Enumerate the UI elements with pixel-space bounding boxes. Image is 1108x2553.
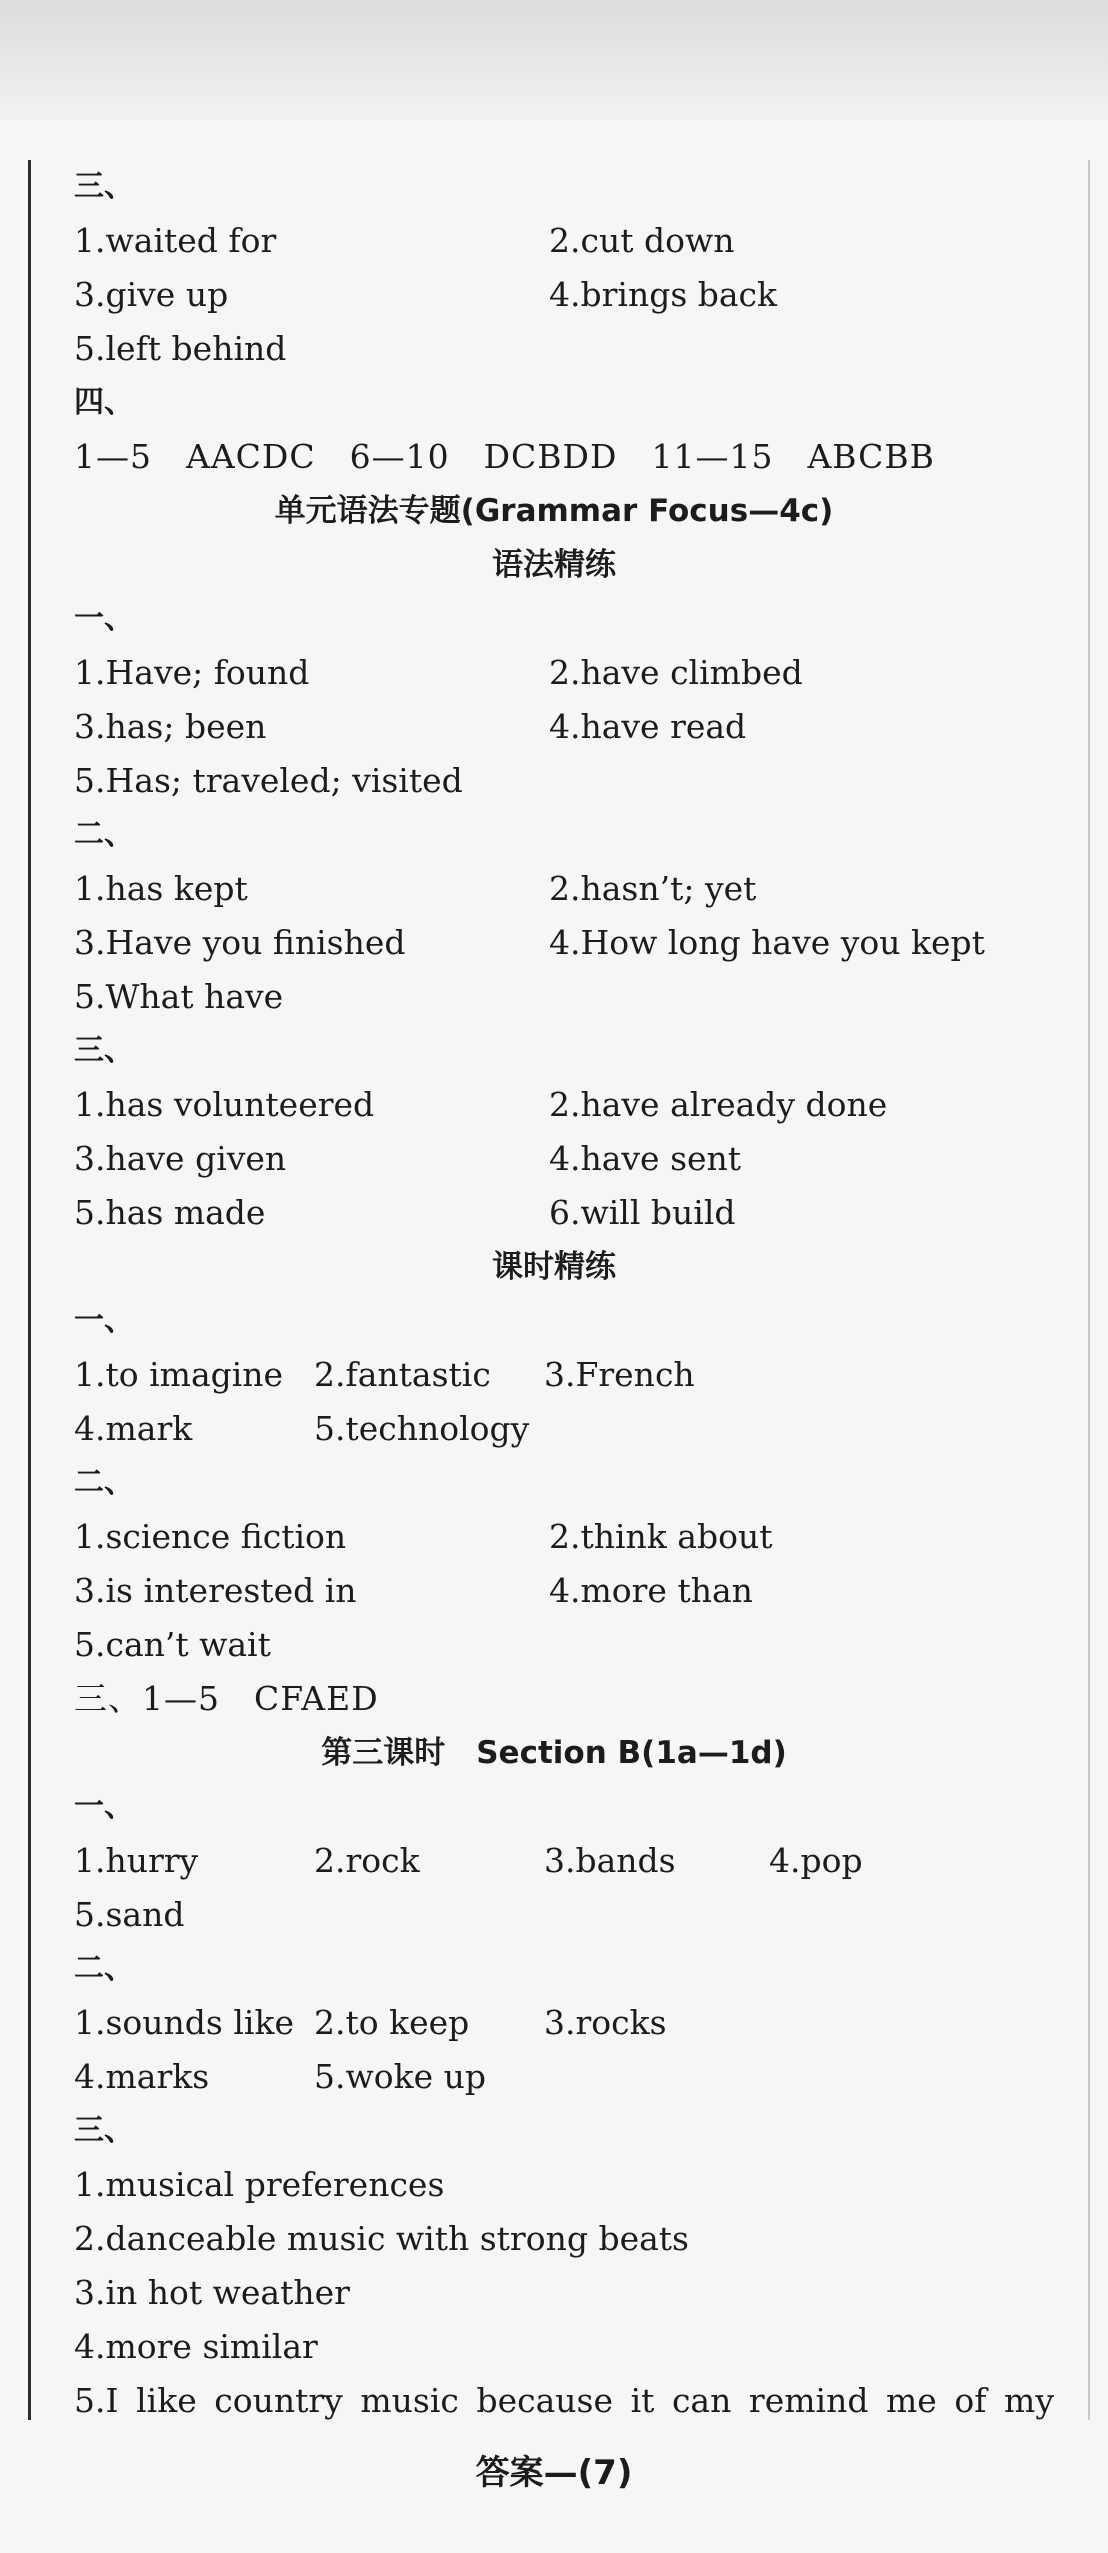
page-footer: 答案—(7) bbox=[475, 2453, 633, 2493]
answer-row bbox=[74, 322, 1074, 376]
answer-item: 3.bands bbox=[544, 1841, 676, 1880]
answer-item: 2.think about bbox=[549, 1517, 773, 1556]
answer-item: 4.marks bbox=[74, 2057, 210, 2096]
section-heading: 四、 bbox=[74, 385, 134, 420]
answer-row bbox=[74, 970, 1074, 1024]
answer-item: 4.brings back bbox=[549, 275, 778, 314]
answer-row bbox=[74, 268, 1074, 322]
answer-row bbox=[74, 1348, 1074, 1402]
answer-item: 5.can’t wait bbox=[74, 1625, 271, 1664]
answer-item: 1.Have; found bbox=[74, 653, 310, 692]
answer-item: 3.has; been bbox=[74, 707, 267, 746]
answer-item: 5.Has; traveled; visited bbox=[74, 761, 463, 800]
answer-row bbox=[74, 214, 1074, 268]
answer-item: 2.hasn’t; yet bbox=[549, 869, 757, 908]
answer-item: 3.have given bbox=[74, 1139, 287, 1178]
answer-item: 5.technology bbox=[314, 1409, 530, 1448]
answer-item: 1.has volunteered bbox=[74, 1085, 375, 1124]
section-heading: 一、 bbox=[74, 601, 134, 636]
answer-row bbox=[74, 646, 1074, 700]
answer-row bbox=[74, 1078, 1074, 1132]
answer-item: 1.to imagine bbox=[74, 1355, 284, 1394]
choice-answers: 三、1—5 CFAED bbox=[74, 1679, 379, 1718]
answer-row bbox=[74, 1618, 1074, 1672]
right-margin-rule bbox=[1088, 160, 1090, 2420]
answer-item: 4.have read bbox=[549, 707, 747, 746]
answer-item: 3.give up bbox=[74, 275, 229, 314]
grammar-practice-subtitle: 语法精练 bbox=[492, 547, 616, 583]
answer-item: 4.more than bbox=[549, 1571, 753, 1610]
answer-item: 4.How long have you kept bbox=[549, 923, 985, 962]
answer-row bbox=[74, 1888, 1074, 1942]
answer-line: 2.danceable music with strong beats bbox=[74, 2219, 689, 2258]
answer-item: 4.pop bbox=[769, 1841, 863, 1880]
answer-item: 2.to keep bbox=[314, 2003, 470, 2042]
answer-item: 5.woke up bbox=[314, 2057, 486, 2096]
answer-row bbox=[74, 916, 1074, 970]
page-top-shadow bbox=[0, 0, 1108, 120]
section-heading: 一、 bbox=[74, 1789, 134, 1824]
section-heading: 二、 bbox=[74, 1465, 134, 1500]
answer-row bbox=[74, 1996, 1074, 2050]
answer-item: 1.waited for bbox=[74, 221, 277, 260]
answer-row bbox=[74, 1564, 1074, 1618]
answer-item: 3.French bbox=[544, 1355, 695, 1394]
answer-item: 3.rocks bbox=[544, 2003, 667, 2042]
answer-item: 3.Have you finished bbox=[74, 923, 406, 962]
answer-item: 6.will build bbox=[549, 1193, 736, 1232]
answer-item: 1.hurry bbox=[74, 1841, 199, 1880]
section-heading: 二、 bbox=[74, 1951, 134, 1986]
answer-item: 5.has made bbox=[74, 1193, 266, 1232]
section-heading: 三、 bbox=[74, 2113, 134, 2148]
answer-row bbox=[74, 862, 1074, 916]
answer-item: 5.left behind bbox=[74, 329, 287, 368]
section-heading: 三、 bbox=[74, 169, 134, 204]
answer-row bbox=[74, 1402, 1074, 1456]
answer-item: 2.rock bbox=[314, 1841, 420, 1880]
answer-row bbox=[74, 754, 1074, 808]
answer-line: 3.in hot weather bbox=[74, 2273, 350, 2312]
section-heading: 一、 bbox=[74, 1303, 134, 1338]
section-b-title: 第三课时 Section B(1a—1d) bbox=[321, 1735, 787, 1771]
answer-row bbox=[74, 700, 1074, 754]
answer-row bbox=[74, 2050, 1074, 2104]
choice-answers: 1—5 AACDC 6—10 DCBDD 11—15 ABCBB bbox=[74, 437, 935, 476]
answer-line: 1.musical preferences bbox=[74, 2165, 445, 2204]
answer-item: 5.sand bbox=[74, 1895, 185, 1934]
answer-row bbox=[74, 1834, 1074, 1888]
answer-row bbox=[74, 1186, 1074, 1240]
answer-item: 1.has kept bbox=[74, 869, 248, 908]
left-margin-rule bbox=[28, 160, 31, 2420]
section-heading: 三、 bbox=[74, 1033, 134, 1068]
answer-item: 3.is interested in bbox=[74, 1571, 357, 1610]
answer-item: 5.What have bbox=[74, 977, 284, 1016]
answer-item: 2.have climbed bbox=[549, 653, 803, 692]
lesson-practice-subtitle: 课时精练 bbox=[492, 1249, 616, 1285]
answer-line: 4.more similar bbox=[74, 2327, 318, 2366]
answer-key-content bbox=[74, 160, 1074, 2428]
answer-item: 2.cut down bbox=[549, 221, 735, 260]
answer-item: 2.have already done bbox=[549, 1085, 888, 1124]
answer-item: 4.mark bbox=[74, 1409, 193, 1448]
answer-row bbox=[74, 1132, 1074, 1186]
answer-row bbox=[74, 1510, 1074, 1564]
answer-item: 4.have sent bbox=[549, 1139, 742, 1178]
section-heading: 二、 bbox=[74, 817, 134, 852]
answer-item: 2.fantastic bbox=[314, 1355, 491, 1394]
answer-item: 1.science fiction bbox=[74, 1517, 347, 1556]
unit-grammar-title: 单元语法专题(Grammar Focus—4c) bbox=[274, 493, 834, 529]
answer-item: 1.sounds like bbox=[74, 2003, 294, 2042]
answer-line: 5.I like country music because it can remind me of my bbox=[74, 2381, 1054, 2420]
